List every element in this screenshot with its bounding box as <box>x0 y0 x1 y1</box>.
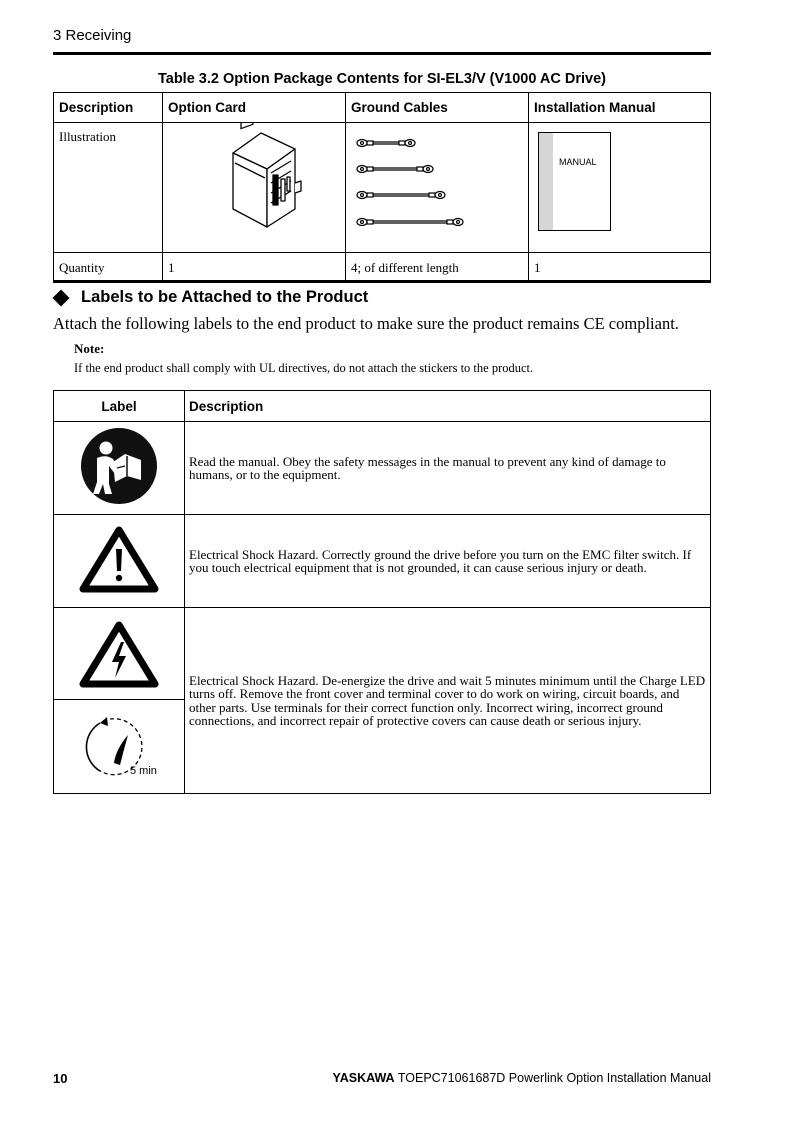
column-header-option-card: Option Card <box>163 93 346 123</box>
section-divider <box>53 280 711 282</box>
footer-title-text: TOEPC71061687D Powerlink Option Installation Manual <box>397 1071 711 1085</box>
manual-cover-label: MANUAL <box>559 157 597 167</box>
option-card-cell <box>163 123 346 253</box>
timer-label-text: 5 min <box>130 765 157 777</box>
ground-cables-illustration <box>346 123 518 240</box>
table-row <box>54 515 711 608</box>
ground-cable-4 <box>357 219 463 226</box>
subsection-heading <box>53 288 368 307</box>
note-label: Note: <box>74 341 105 356</box>
subsection-heading-text: Labels to be Attached to the Product <box>81 288 369 306</box>
label-icon-cell <box>54 515 185 608</box>
label-description: Electrical Shock Hazard. De-energize the drive and wait 5 minutes minimum until the Charge LED turns off. Remove the front cover and terminal cover to do work on wiring, circuit boards, and other parts. Use terminals for their correct function only. Incorrect wiring, incorrect ground connections, and incorrect repair of protective covers can cause death or serious injury. <box>185 608 711 794</box>
column-header-description: Description <box>185 391 711 422</box>
diamond-bullet-icon <box>53 289 70 306</box>
table-header-row <box>54 93 711 123</box>
manual-illustration <box>538 132 611 231</box>
row-label-illustration: Illustration <box>54 123 163 253</box>
manual-spine <box>539 133 553 230</box>
table-row <box>54 123 711 253</box>
electrical-hazard-label <box>54 608 184 700</box>
option-card-quantity: 1 <box>163 253 346 283</box>
footer-manual-title <box>333 1071 711 1085</box>
ground-cable-2 <box>357 166 433 173</box>
label-icon-cell <box>54 422 185 515</box>
section-header: 3 Receiving <box>53 27 132 44</box>
row-label-quantity: Quantity <box>54 253 163 283</box>
column-header-label: Label <box>54 391 185 422</box>
option-card-illustration <box>163 123 335 240</box>
electrical-hazard-icon <box>79 620 159 688</box>
footer-brand: YASKAWA <box>332 1071 395 1085</box>
lead-paragraph: Attach the following labels to the end product to make sure the product remains CE compliant. <box>53 314 679 333</box>
label-icon-cell <box>54 608 185 794</box>
ground-cables-cell <box>346 123 529 253</box>
installation-manual-quantity: 1 <box>529 253 711 283</box>
table-caption: Table 3.2 Option Package Contents for SI-EL3/V (V1000 AC Drive) <box>157 71 606 87</box>
column-header-ground-cables: Ground Cables <box>346 93 529 123</box>
table-row <box>54 608 711 794</box>
read-manual-icon <box>79 426 159 506</box>
column-header-installation-manual: Installation Manual <box>529 93 711 123</box>
ground-cables-quantity: 4; of different length <box>346 253 529 283</box>
warning-exclamation-icon <box>79 525 159 593</box>
header-rule <box>53 52 711 55</box>
column-header-description: Description <box>54 93 163 123</box>
ground-cable-1 <box>357 140 415 147</box>
label-description: Read the manual. Obey the safety messages in the manual to prevent any kind of damage to humans, or to the equipment. <box>185 422 711 515</box>
package-contents-table <box>53 92 711 283</box>
page-number: 10 <box>53 1071 68 1086</box>
installation-manual-cell <box>529 123 711 253</box>
table-row <box>54 253 711 283</box>
table-row <box>54 422 711 515</box>
note-text: If the end product shall comply with UL directives, do not attach the stickers to the product. <box>74 361 534 375</box>
label-description: Electrical Shock Hazard. Correctly ground the drive before you turn on the EMC filter switch. If you touch electrical equipment that is not grounded, it can cause serious injury or death. <box>185 515 711 608</box>
labels-table <box>53 390 711 794</box>
table-header-row <box>54 391 711 422</box>
ground-cable-3 <box>357 192 445 199</box>
timer-label <box>54 700 184 793</box>
